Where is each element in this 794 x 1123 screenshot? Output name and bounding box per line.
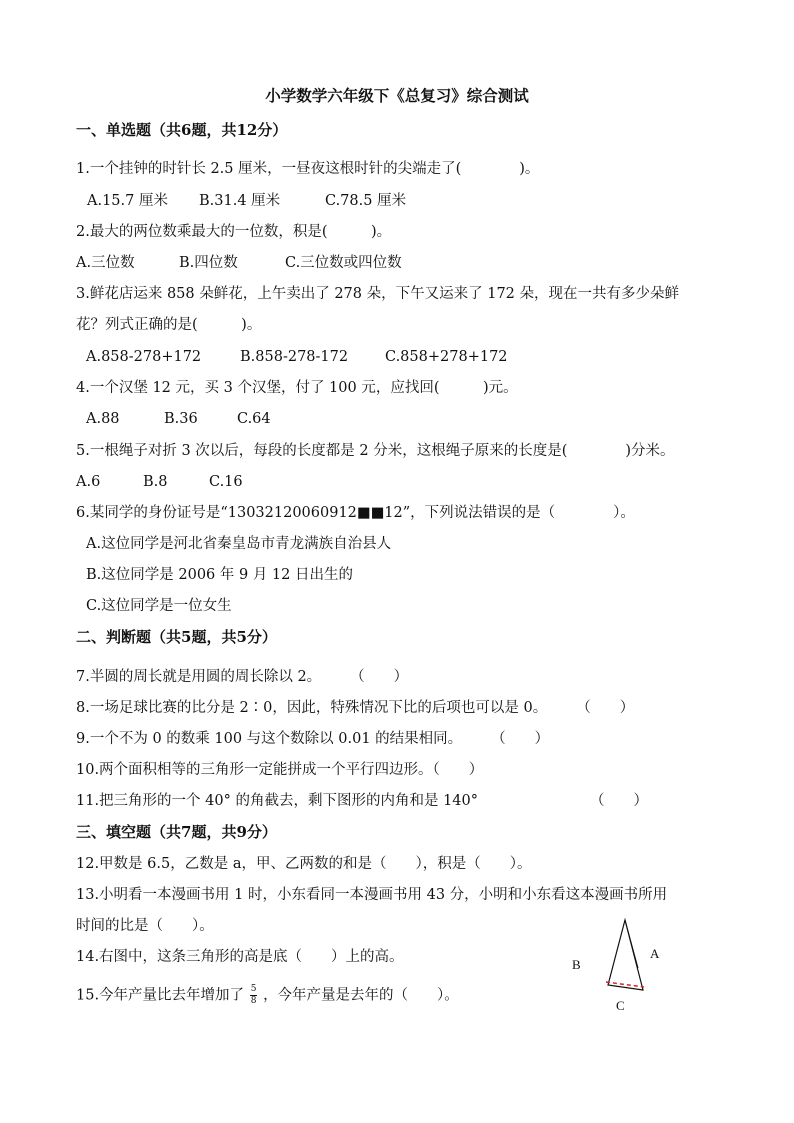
question-8: 8.一场足球比赛的比分是 2∶0，因此，特殊情况下比的后项也可以是 0。 （ ） [76,700,635,716]
option-c: C.858+278+172 [385,349,508,365]
question-12: 12.甲数是 6.5，乙数是 a，甲、乙两数的和是（ ），积是（ ）。 [76,856,532,872]
page-title: 小学数学六年级下《总复习》综合测试 [265,86,529,105]
question-11: 11.把三角形的一个 40° 的角截去，剩下图形的内角和是 140° [76,793,479,809]
question-3-options [86,348,508,366]
triangle-height-line [625,920,638,968]
option-c: C.三位数或四位数 [285,255,402,271]
section-single-choice: 一、单选题（共6题，共12分） [76,121,288,139]
triangle-shape [608,920,643,990]
question-4: 4.一个汉堡 12 元，买 3 个汉堡，付了 100 元，应找回( )元。 [76,380,518,396]
question-6-option-b: B.这位同学是 2006 年 9 月 12 日出生的 [86,567,353,583]
option-c: C.78.5 厘米 [325,193,407,209]
question-13-line-1: 13.小明看一本漫画书用 1 时，小东看同一本漫画书用 43 分，小明和小东看这本漫画书所用 [76,887,668,903]
question-15-text-after: ，今年产量是去年的（ ）。 [263,987,459,1004]
question-1-options [87,192,406,210]
option-b: B.858-278-172 [240,349,349,365]
question-15 [76,985,459,1006]
option-a: A.858-278+172 [86,349,202,365]
section-true-false: 二、判断题（共5题，共5分） [76,628,277,646]
question-5: 5.一根绳子对折 3 次以后，每段的长度都是 2 分米，这根绳子原来的长度是( )分米。 [76,443,675,459]
question-2-options [76,254,402,272]
question-15-text-before: 15.今年产量比去年增加了 [76,987,245,1004]
option-a: A.三位数 [76,255,135,271]
triangle-figure [560,910,680,1020]
option-b: B.8 [143,474,168,490]
question-9: 9.一个不为 0 的数乘 100 与这个数除以 0.01 的结果相同。 （ ） [76,731,550,747]
question-4-options [86,410,271,428]
option-a: A.15.7 厘米 [87,193,168,209]
label-b: B [572,957,581,972]
option-b: B.36 [164,411,198,427]
fraction-five-eighths [250,985,257,1006]
option-c: C.64 [237,411,271,427]
dashed-height-line [606,982,644,987]
question-7: 7.半圆的周长就是用圆的周长除以 2。 （ ） [76,669,409,685]
option-a: A.88 [86,411,120,427]
question-6: 6.某同学的身份证号是“13032120060912■■12”，下列说法错误的是（ ）。 [76,505,635,521]
question-6-option-c: C.这位同学是一位女生 [86,598,232,614]
option-b: B.四位数 [179,255,238,271]
fraction-denominator: 8 [250,996,257,1006]
option-a: A.6 [76,474,101,490]
fraction-numerator: 5 [250,984,257,994]
question-3-line-1: 3.鲜花店运来 858 朵鲜花，上午卖出了 278 朵，下午又运来了 172 朵，现在一共有多少朵鲜 [76,286,680,302]
question-6-option-a: A.这位同学是河北省秦皇岛市青龙满族自治县人 [86,536,392,552]
question-14: 14.右图中，这条三角形的高是底（ ）上的高。 [76,949,404,965]
question-1: 1.一个挂钟的时针长 2.5 厘米，一昼夜这根时针的尖端走了( )。 [76,161,540,177]
question-2: 2.最大的两位数乘最大的一位数，积是( )。 [76,224,392,240]
option-b: B.31.4 厘米 [199,193,281,209]
label-c: C [616,998,625,1013]
question-5-options [76,473,243,491]
question-13-line-2: 时间的比是（ ）。 [76,918,214,934]
label-a: A [650,946,660,961]
section-fill-blank: 三、填空题（共7题，共9分） [76,823,277,841]
option-c: C.16 [209,474,243,490]
question-10: 10.两个面积相等的三角形一定能拼成一个平行四边形。（ ） [76,762,484,778]
question-3-line-2: 花？列式正确的是( )。 [76,317,262,333]
question-11-blank: （ ） [590,793,648,809]
